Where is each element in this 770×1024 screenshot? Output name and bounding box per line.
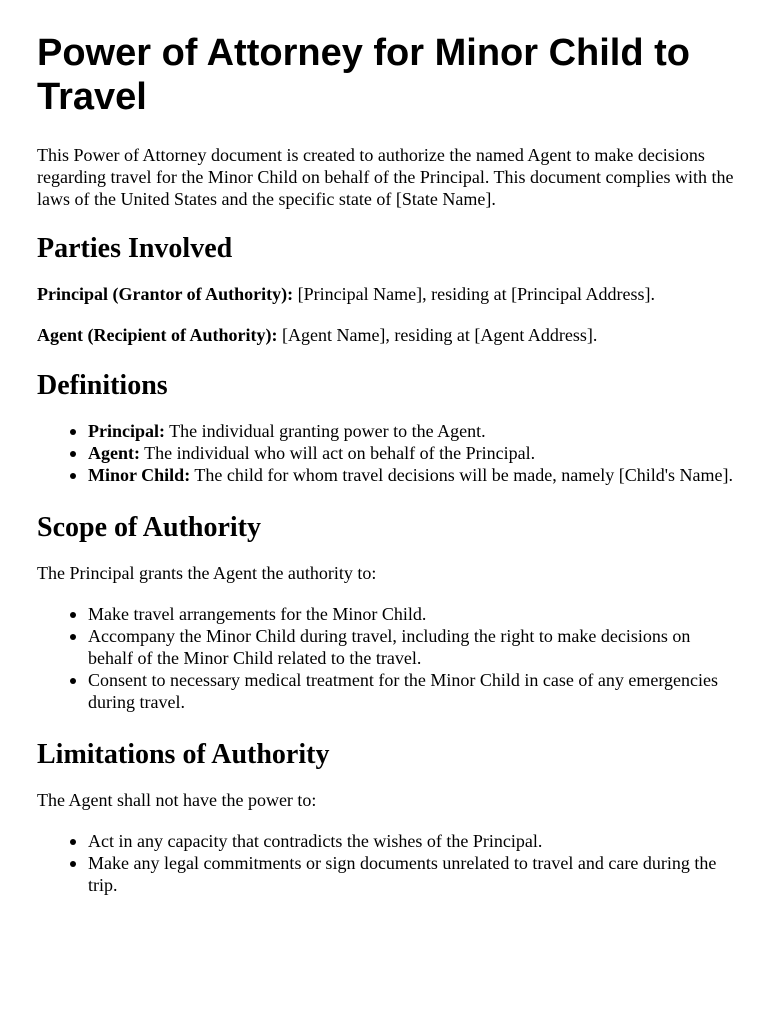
definition-term: Agent: bbox=[88, 443, 140, 463]
list-item: Act in any capacity that contradicts the wishes of the Principal. bbox=[88, 830, 734, 852]
list-item: Make any legal commitments or sign documents unrelated to travel and care during the trip. bbox=[88, 852, 734, 896]
limitations-list bbox=[37, 830, 734, 896]
principal-label: Principal (Grantor of Authority): bbox=[37, 284, 294, 304]
list-item: Make travel arrangements for the Minor Child. bbox=[88, 603, 734, 625]
definitions-list bbox=[37, 420, 734, 486]
scope-list bbox=[37, 603, 734, 713]
definition-text: The child for whom travel decisions will be made, namely [Child's Name]. bbox=[190, 465, 733, 485]
definition-term: Minor Child: bbox=[88, 465, 191, 485]
agent-text: [Agent Name], residing at [Agent Address]. bbox=[277, 325, 598, 345]
limitations-lead: The Agent shall not have the power to: bbox=[37, 790, 317, 810]
agent-label: Agent (Recipient of Authority): bbox=[37, 325, 278, 345]
agent-paragraph bbox=[37, 324, 734, 346]
scope-lead: The Principal grants the Agent the authority to: bbox=[37, 563, 377, 583]
definition-term: Principal: bbox=[88, 421, 165, 441]
definition-text: The individual who will act on behalf of the Principal. bbox=[140, 443, 536, 463]
principal-paragraph bbox=[37, 283, 734, 305]
section-heading-limitations: Limitations of Authority bbox=[37, 739, 330, 770]
page-title: Power of Attorney for Minor Child to Travel bbox=[37, 32, 690, 118]
list-item: Accompany the Minor Child during travel, including the right to make decisions on behalf of the Minor Child related to the travel. bbox=[88, 625, 734, 669]
intro-paragraph: This Power of Attorney document is created to authorize the named Agent to make decisions regarding travel for the Minor Child on behalf of the Principal. This document complies with the laws of the United States and the specific state of [State Name]. bbox=[37, 145, 734, 209]
definition-text: The individual granting power to the Agent. bbox=[165, 421, 486, 441]
list-item bbox=[88, 464, 734, 486]
list-item: Consent to necessary medical treatment for the Minor Child in case of any emergencies during travel. bbox=[88, 669, 734, 713]
principal-text: [Principal Name], residing at [Principal Address]. bbox=[293, 284, 656, 304]
section-heading-parties: Parties Involved bbox=[37, 233, 233, 264]
section-heading-definitions: Definitions bbox=[37, 370, 168, 401]
section-heading-scope: Scope of Authority bbox=[37, 512, 261, 543]
list-item bbox=[88, 442, 734, 464]
list-item bbox=[88, 420, 734, 442]
